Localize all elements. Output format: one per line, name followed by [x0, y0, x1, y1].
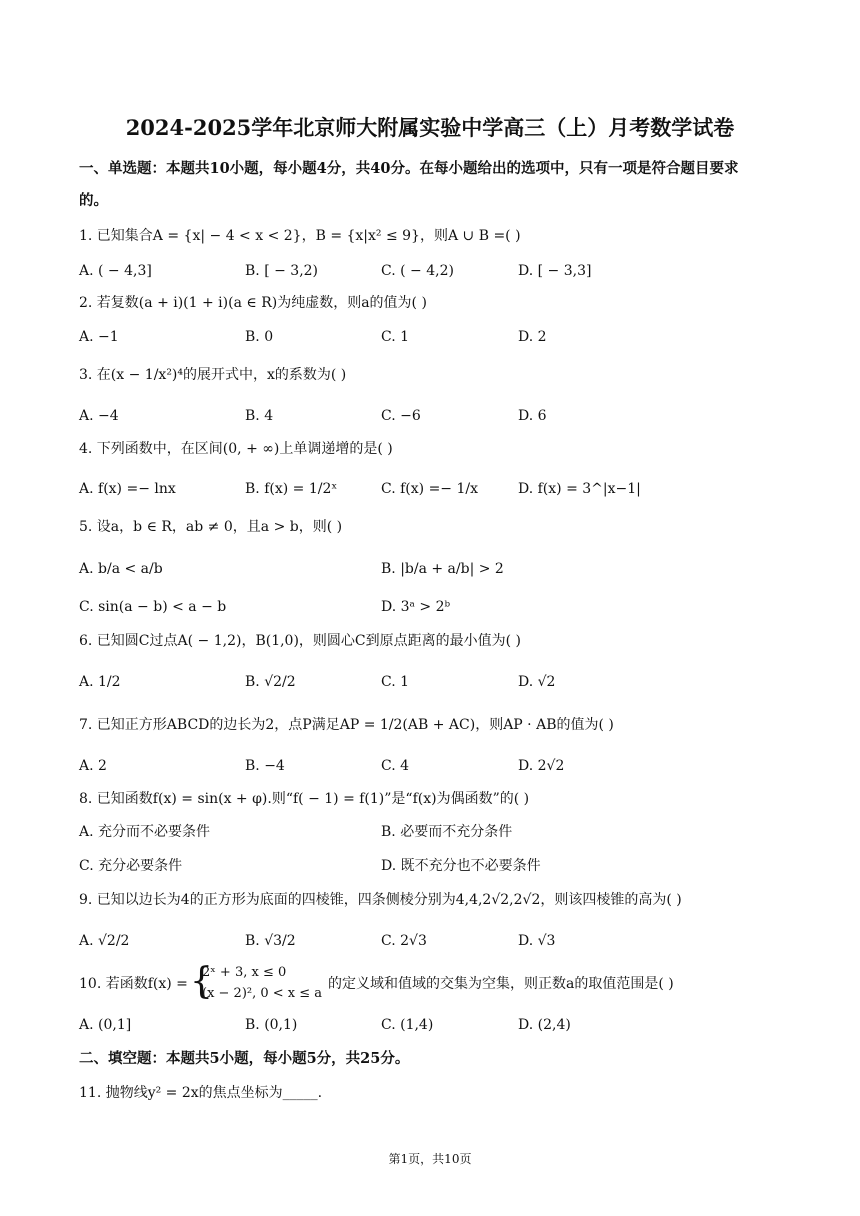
question-1-option-d: D. [ − 3,3] [518, 263, 592, 279]
question-5-stem: 5. 设a，b ∈ R，ab ≠ 0，且a > b，则( ) [79, 519, 343, 535]
question-2-stem: 2. 若复数(a + i)(1 + i)(a ∈ R)为纯虚数，则a的值为( ) [79, 295, 427, 311]
piecewise-case-1: 2ˣ + 3, x ≤ 0 [202, 965, 287, 980]
question-7-stem: 7. 已知正方形ABCD的边长为2，点P满足AP = 1/2(AB + AC)，则AP · AB的值为( ) [79, 717, 614, 733]
question-7-option-b: B. −4 [245, 758, 285, 774]
question-2-option-a: A. −1 [79, 329, 119, 345]
question-8-stem: 8. 已知函数f(x) = sin(x + φ).则“f( − 1) = f(1)”是“f(x)为偶函数”的( ) [79, 791, 530, 807]
question-9-option-b: B. √3/2 [245, 933, 296, 949]
question-4-option-b: B. f(x) = 1/2ˣ [245, 481, 338, 497]
question-8-option-a: A. 充分而不必要条件 [79, 824, 211, 840]
question-8-option-b: B. 必要而不充分条件 [381, 824, 513, 840]
question-6-option-b: B. √2/2 [245, 674, 296, 690]
question-5-option-b: B. |b/a + a/b| > 2 [381, 561, 504, 577]
question-10-stem-pre: 10. 若函数f(x) = [79, 976, 188, 992]
section-2-heading: 二、填空题：本题共5小题，每小题5分，共25分。 [79, 1050, 410, 1067]
question-5-option-d: D. 3ᵃ > 2ᵇ [381, 599, 451, 615]
question-2-option-c: C. 1 [381, 329, 410, 345]
question-9-option-c: C. 2√3 [381, 933, 427, 949]
question-1-option-c: C. ( − 4,2) [381, 263, 454, 279]
question-6-stem: 6. 已知圆C过点A( − 1,2)，B(1,0)，则圆心C到原点距离的最小值为( ) [79, 633, 522, 649]
piecewise-case-2: (x − 2)², 0 < x ≤ a [202, 986, 323, 1001]
question-9-option-a: A. √2/2 [79, 933, 130, 949]
question-5-option-a: A. b/a < a/b [79, 561, 163, 577]
question-9-stem: 9. 已知以边长为4的正方形为底面的四棱锥，四条侧棱分别为4,4,2√2,2√2，则该四棱锥的高为( ) [79, 892, 682, 908]
question-7-option-c: C. 4 [381, 758, 410, 774]
question-10-option-a: A. (0,1] [79, 1017, 132, 1033]
question-11-stem: 11. 抛物线y² = 2x的焦点坐标为_____. [79, 1085, 323, 1101]
question-6-option-a: A. 1/2 [79, 674, 121, 690]
question-1-option-a: A. ( − 4,3] [79, 263, 152, 279]
question-6-option-c: C. 1 [381, 674, 410, 690]
question-10-stem-post: 的定义域和值域的交集为空集，则正数a的取值范围是( ) [328, 976, 674, 992]
page-title: 2024-2025学年北京师大附属实验中学高三（上）月考数学试卷 [125, 115, 735, 140]
question-4-stem: 4. 下列函数中，在区间(0, + ∞)上单调递增的是( ) [79, 441, 393, 457]
question-4-option-a: A. f(x) =− lnx [79, 481, 176, 497]
question-7-option-d: D. 2√2 [518, 758, 565, 774]
question-3-stem: 3. 在(x − 1/x²)⁴的展开式中，x的系数为( ) [79, 367, 347, 383]
section-1-heading-cont: 的。 [79, 192, 108, 209]
question-10-option-b: B. (0,1) [245, 1017, 298, 1033]
question-9-option-d: D. √3 [518, 933, 556, 949]
question-5-option-c: C. sin(a − b) < a − b [79, 599, 227, 615]
page-footer: 第1页，共10页 [388, 1152, 472, 1166]
question-3-option-d: D. 6 [518, 408, 547, 424]
question-3-option-c: C. −6 [381, 408, 421, 424]
question-4-option-d: D. f(x) = 3^|x−1| [518, 481, 641, 497]
question-3-option-a: A. −4 [79, 408, 119, 424]
question-3-option-b: B. 4 [245, 408, 274, 424]
question-2-option-b: B. 0 [245, 329, 274, 345]
question-4-option-c: C. f(x) =− 1/x [381, 481, 478, 497]
piecewise-brace: { [190, 961, 213, 1002]
question-10-option-d: D. (2,4) [518, 1017, 571, 1033]
question-8-option-c: C. 充分必要条件 [79, 858, 183, 874]
question-7-option-a: A. 2 [79, 758, 107, 774]
question-2-option-d: D. 2 [518, 329, 547, 345]
question-8-option-d: D. 既不充分也不必要条件 [381, 858, 541, 874]
question-6-option-d: D. √2 [518, 674, 556, 690]
question-10-option-c: C. (1,4) [381, 1017, 434, 1033]
question-1-stem: 1. 已知集合A = {x| − 4 < x < 2}，B = {x|x² ≤ 9}，则A ∪ B =( ) [79, 228, 521, 244]
section-1-heading: 一、单选题：本题共10小题，每小题4分，共40分。在每小题给出的选项中，只有一项是符合题目要求 [79, 160, 739, 177]
question-1-option-b: B. [ − 3,2) [245, 263, 319, 279]
